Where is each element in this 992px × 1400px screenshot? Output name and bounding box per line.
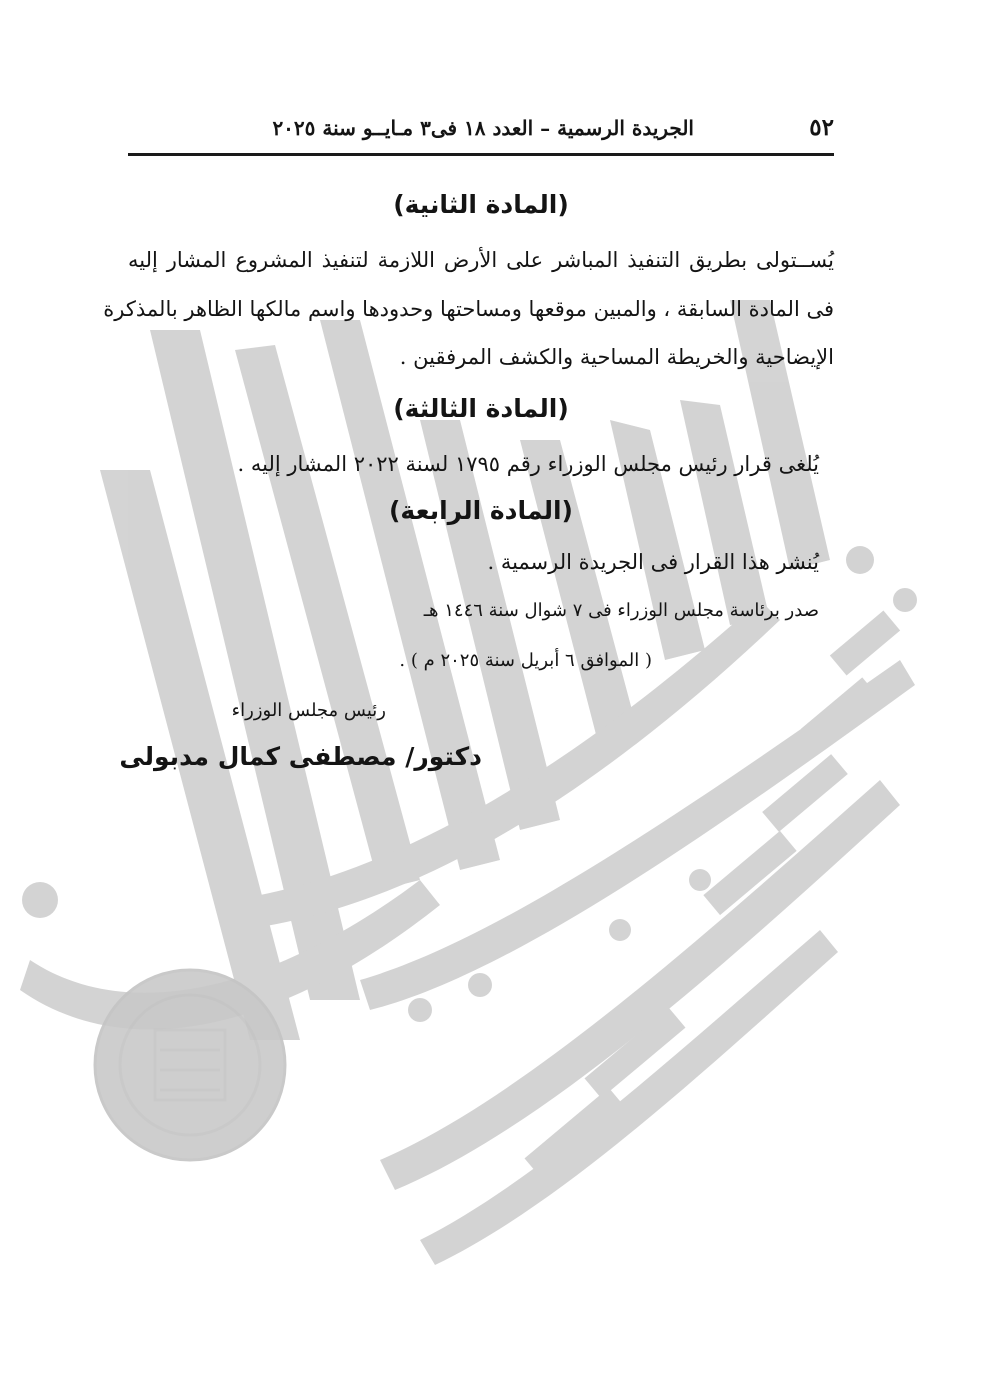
signature-title: رئيس مجلس الوزراء (231, 700, 386, 721)
header-divider (128, 153, 834, 156)
article-two-line-3: الإيضاحية والخريطة المساحية والكشف المرفقين . (399, 345, 834, 369)
article-two-heading: (المادة الثانية) (393, 190, 569, 219)
article-two-line-1: يُســتولى بطريق التنفيذ المباشر على الأرض اللازمة لتنفيذ المشروع المشار إليه (128, 248, 834, 272)
article-four-text: يُنشر هذا القرار فى الجريدة الرسمية . (487, 550, 819, 574)
running-head: الجريدة الرسمية – العدد ١٨ فى٣ مـايــو سنة ٢٠٢٥ (272, 116, 694, 140)
article-four-heading: (المادة الرابعة) (389, 496, 573, 525)
article-three-text: يُلغى قرار رئيس مجلس الوزراء رقم ١٧٩٥ لسنة ٢٠٢٢ المشار إليه . (237, 452, 819, 476)
issuance-date-gregorian: ( الموافق ٦ أبريل سنة ٢٠٢٥ م ) . (399, 650, 652, 671)
article-two-line-2: فى المادة السابقة ، والمبين موقعها ومساحتها وحدودها واسم مالكها الظاهر بالمذكرة (103, 297, 834, 321)
article-three-heading: (المادة الثالثة) (393, 394, 569, 423)
issuance-date-hijri: صدر برئاسة مجلس الوزراء فى ٧ شوال سنة ١٤٤٦ هـ (423, 600, 819, 621)
page-header (128, 112, 834, 148)
signature-name: دكتور/ مصطفى كمال مدبولى (119, 742, 482, 771)
page-number: ٥٢ (809, 114, 834, 141)
